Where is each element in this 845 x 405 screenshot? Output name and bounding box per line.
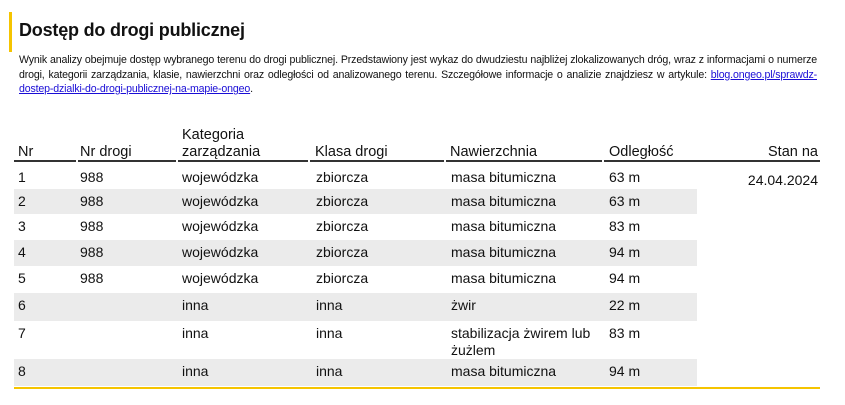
- table-cell: 6: [18, 297, 26, 313]
- table-cell: 988: [80, 244, 104, 260]
- header-divider: [78, 160, 176, 162]
- table-cell: inna: [316, 363, 343, 379]
- table-cell: 988: [80, 218, 104, 234]
- table-cell: inna: [316, 325, 343, 341]
- table-cell: 94 m: [609, 270, 641, 286]
- table-cell: stabilizacja żwirem lub żużlem: [451, 325, 591, 358]
- table-row: [14, 240, 697, 266]
- table-cell: inna: [316, 297, 343, 313]
- table-row: [14, 165, 697, 189]
- table-cell: zbiorcza: [316, 218, 369, 234]
- table-cell: wojewódzka: [182, 193, 259, 209]
- header-klasa: Klasa drogi: [315, 144, 388, 160]
- table-row: [14, 214, 697, 240]
- table-cell: wojewódzka: [182, 169, 259, 185]
- header-divider: [604, 160, 820, 162]
- table-cell: masa bitumiczna: [451, 363, 557, 379]
- table-row: [14, 321, 697, 359]
- table-cell: 94 m: [609, 363, 641, 379]
- header-divider: [178, 160, 308, 162]
- table-cell: 3: [18, 218, 26, 234]
- table-cell: wojewódzka: [182, 218, 259, 234]
- table-cell: 94 m: [609, 244, 641, 260]
- table-cell: masa bitumiczna: [451, 218, 557, 234]
- table-cell: 83 m: [609, 218, 641, 234]
- article-link[interactable]: blog.ongeo.pl/sprawdz-dostep-dzialki-do-drogi-publicznej-na-mapie-ongeo: [19, 68, 817, 95]
- table-row: [14, 359, 697, 386]
- table-row: [14, 293, 697, 321]
- table-cell: masa bitumiczna: [451, 169, 557, 185]
- description: Wynik analizy obejmuje dostęp wybranego terenu do drogi publicznej. Przedstawiony jest wykaz do dwudziestu najbliżej zlokalizowanych dróg, wraz z informacjami o numerze drogi, kategorii zarządzania, klasie, nawierzchni oraz odległości od analizowanego terenu. Szczegółowe informacje o analizie znajdziesz w artykule: blog.ongeo.pl/sprawdz-dostep-dzialki-do-drogi-publicznej-na-mapie-ongeo.: [19, 54, 817, 95]
- table-cell: inna: [182, 297, 209, 313]
- header-divider: [310, 160, 444, 162]
- table-cell: żwir: [451, 297, 476, 313]
- table-cell: wojewódzka: [182, 270, 259, 286]
- table-cell: 4: [18, 244, 26, 260]
- table-cell: zbiorcza: [316, 169, 369, 185]
- section-title: Dostęp do drogi publicznej: [19, 20, 245, 40]
- table-cell: inna: [182, 325, 209, 341]
- header-nr: Nr: [18, 144, 34, 160]
- header-nawierzchnia: Nawierzchnia: [450, 144, 538, 160]
- table-cell: 988: [80, 169, 104, 185]
- table-cell: 5: [18, 270, 26, 286]
- table-row: [14, 266, 697, 293]
- header-stan-na: Stan na: [768, 144, 818, 160]
- table-cell: 1: [18, 169, 26, 185]
- table-cell: masa bitumiczna: [451, 193, 557, 209]
- bottom-divider: [14, 387, 820, 389]
- table-cell: zbiorcza: [316, 270, 369, 286]
- table-cell: inna: [182, 363, 209, 379]
- header-odleglosc: Odległość: [609, 144, 674, 160]
- table-cell: 7: [18, 325, 26, 341]
- stan-na-date: 24.04.2024: [747, 172, 818, 188]
- table-cell: 988: [80, 270, 104, 286]
- table-cell: 8: [18, 363, 26, 379]
- accent-bar: [9, 12, 12, 52]
- table-cell: wojewódzka: [182, 244, 259, 260]
- table-cell: 63 m: [609, 169, 641, 185]
- table-cell: zbiorcza: [316, 244, 369, 260]
- header-kategoria: Kategoria zarządzania: [182, 127, 261, 160]
- table-cell: masa bitumiczna: [451, 270, 557, 286]
- table-cell: 63 m: [609, 193, 641, 209]
- header-divider: [14, 160, 76, 162]
- table-cell: 988: [80, 193, 104, 209]
- table-row: [14, 189, 697, 214]
- table-cell: 22 m: [609, 297, 641, 313]
- table-cell: zbiorcza: [316, 193, 369, 209]
- header-divider: [446, 160, 602, 162]
- table-cell: 2: [18, 193, 26, 209]
- header-nr-drogi: Nr drogi: [80, 144, 132, 160]
- table-cell: masa bitumiczna: [451, 244, 557, 260]
- table-cell: 83 m: [609, 325, 641, 341]
